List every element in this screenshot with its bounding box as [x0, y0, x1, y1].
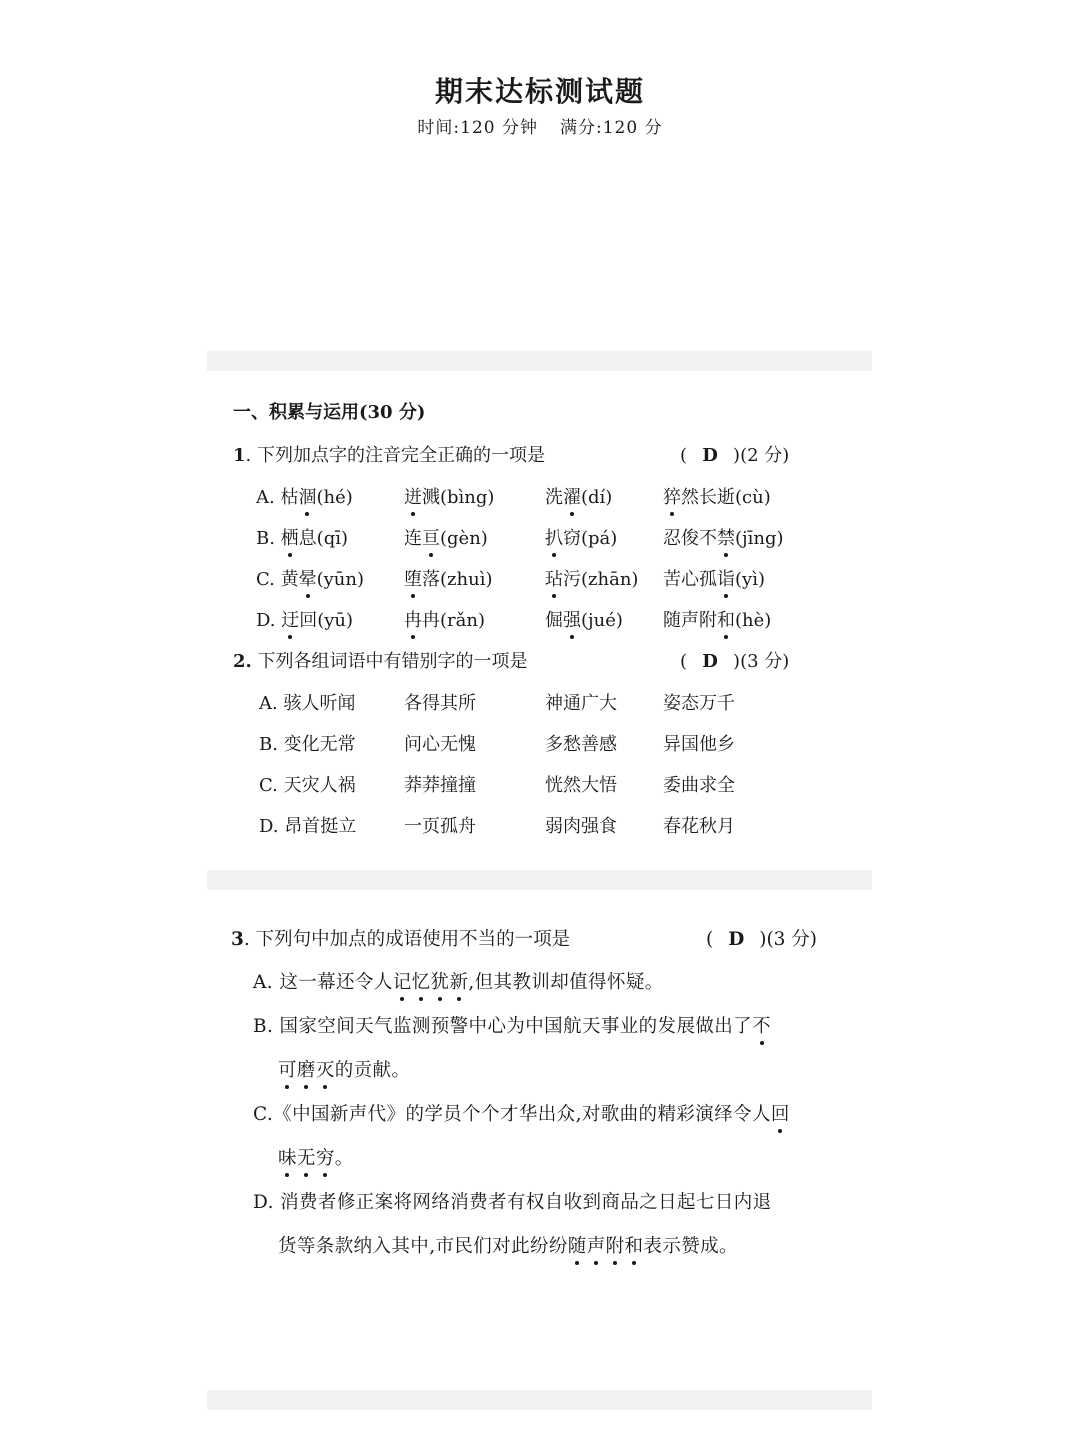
option-cell: 异国他乡 — [663, 734, 735, 755]
option-cell: 多愁善感 — [545, 734, 617, 755]
separator-band — [207, 1390, 872, 1410]
answer-letter: D — [702, 651, 718, 672]
dotted-idiom: 随声附和 — [568, 1236, 644, 1257]
question-3-answer: ( D )(3 分) — [706, 929, 818, 950]
dotted-idiom: 味无穷 — [278, 1148, 335, 1169]
dotted-idiom: 可磨灭 — [278, 1060, 335, 1081]
question-3-option-a: A. 这一幕还令人记忆犹新,但其教训却值得怀疑。 — [253, 968, 664, 994]
option-cell: 玷污(zhān) — [545, 565, 638, 591]
question-points: (3 分) — [766, 929, 818, 950]
option-cell: 春花秋月 — [663, 816, 735, 837]
dotted-idiom: 不 — [752, 1016, 771, 1037]
answer-letter: D — [702, 445, 718, 466]
option-cell: 各得其所 — [404, 693, 476, 714]
question-2-answer: ( D )(3 分) — [680, 651, 790, 672]
question-number: 2. — [233, 651, 252, 672]
question-3-stem — [231, 925, 570, 951]
question-2-stem — [233, 647, 528, 673]
question-3-option-b-line-1: B. 国家空间天气监测预警中心为中国航天事业的发展做出了不 — [253, 1012, 771, 1038]
option-cell: C. 天灾人祸 — [259, 775, 356, 796]
option-cell: 猝然长逝(cù) — [663, 483, 771, 509]
separator-band — [207, 351, 872, 371]
option-cell: D. 昂首挺立 — [259, 816, 357, 837]
answer-letter: D — [728, 929, 745, 950]
question-number: 3 — [231, 929, 244, 950]
section-title: 一、积累与运用(30 分) — [233, 402, 426, 423]
question-3-option-b-line-2: 可磨灭的贡献。 — [278, 1056, 410, 1082]
question-text: . 下列加点字的注音完全正确的一项是 — [245, 445, 545, 466]
question-number: 1 — [233, 445, 246, 466]
question-points: (3 分) — [740, 651, 790, 672]
option-cell: 问心无愧 — [404, 734, 476, 755]
option-cell: 堕落(zhuì) — [404, 565, 492, 591]
question-3-option-c-line-1: C.《中国新声代》的学员个个才华出众,对歌曲的精彩演绎令人回 — [253, 1100, 790, 1126]
question-3-option-d-line-2: 货等条款纳入其中,市民们对此纷纷随声附和表示赞成。 — [278, 1232, 738, 1258]
option-cell: B. 栖息(qī) — [256, 524, 348, 550]
question-3-option-c-line-2: 味无穷。 — [278, 1144, 354, 1170]
option-cell: 弱肉强食 — [545, 816, 617, 837]
option-cell: 随声附和(hè) — [663, 606, 771, 632]
dotted-idiom: 记忆犹新 — [393, 972, 469, 993]
dotted-idiom: 回 — [771, 1104, 790, 1125]
exam-time: 时间:120 分钟 — [417, 118, 538, 138]
option-cell: 洗濯(dí) — [545, 483, 612, 509]
question-text: . 下列句中加点的成语使用不当的一项是 — [243, 929, 571, 950]
option-cell: 神通广大 — [545, 693, 617, 714]
option-cell: 冉冉(rǎn) — [404, 606, 485, 632]
option-cell: D. 迂回(yū) — [256, 606, 353, 632]
question-1-answer: ( D )(2 分) — [680, 445, 790, 466]
separator-band — [207, 870, 872, 890]
option-cell: A. 枯涸(hé) — [256, 483, 353, 509]
question-points: (2 分) — [740, 445, 790, 466]
option-cell: A. 骇人听闻 — [259, 693, 356, 714]
option-cell: B. 变化无常 — [259, 734, 356, 755]
option-cell: 扒窃(pá) — [545, 524, 617, 550]
question-3-option-d-line-1: D. 消费者修正案将网络消费者有权自收到商品之日起七日内退 — [253, 1192, 772, 1213]
exam-info — [0, 113, 1080, 138]
option-cell: 忍俊不禁(jīng) — [663, 524, 784, 550]
option-cell: 连亘(gèn) — [404, 524, 488, 550]
option-cell: 迸溅(bìng) — [404, 483, 494, 509]
question-text: 下列各组词语中有错别字的一项是 — [251, 651, 528, 672]
option-cell: 倔强(jué) — [545, 606, 623, 632]
option-cell: 莽莽撞撞 — [404, 775, 476, 796]
option-cell: 苦心孤诣(yì) — [663, 565, 765, 591]
option-cell: 一页孤舟 — [404, 816, 476, 837]
page-title: 期末达标测试题 — [434, 75, 645, 108]
option-cell: C. 黄晕(yūn) — [256, 565, 364, 591]
exam-score: 满分:120 分 — [560, 118, 663, 138]
option-cell: 恍然大悟 — [545, 775, 617, 796]
option-cell: 委曲求全 — [663, 775, 735, 796]
option-cell: 姿态万千 — [663, 693, 735, 714]
question-1-stem — [233, 441, 545, 467]
